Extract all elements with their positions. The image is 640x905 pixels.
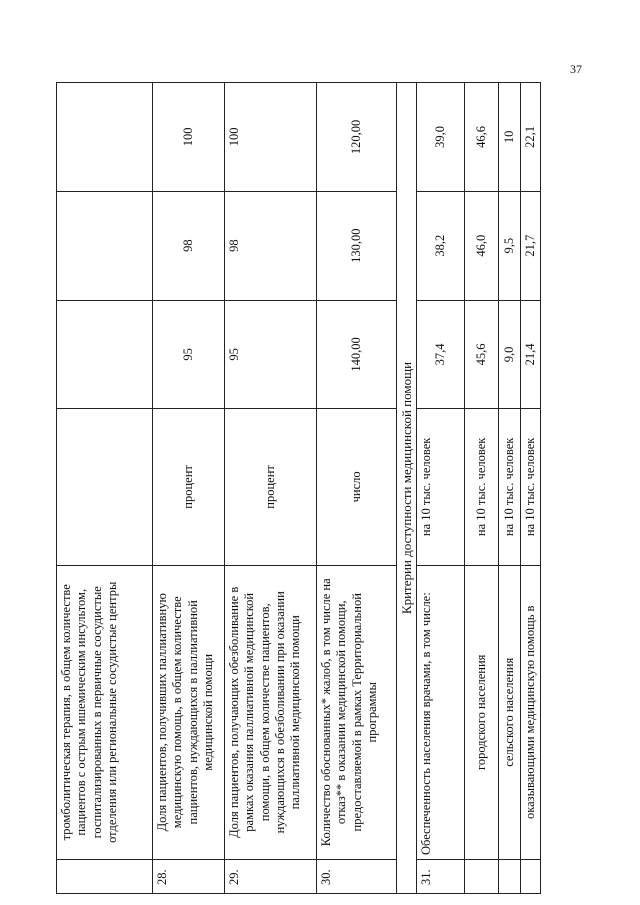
- value-2024: 38,2: [417, 191, 465, 300]
- section-title: Критерии доступности медицинской помощи: [397, 83, 417, 894]
- table-row: [521, 83, 541, 894]
- value-2024: 130,00: [317, 191, 397, 300]
- table-row: [153, 83, 225, 894]
- value-2025: 39,0: [417, 83, 465, 192]
- table-row: [465, 83, 499, 894]
- value-2024: 46,0: [465, 191, 499, 300]
- table-row: [225, 83, 317, 894]
- criteria-table: [56, 82, 541, 894]
- indicator-name: тромболитическая терапия, в общем количестве пациентов с острым ишемическим инсультом, госпитализированных в первичные сосудистые отделения или региональные сосудистые центры: [57, 565, 153, 859]
- row-number: 29.: [225, 860, 317, 894]
- unit-cell: на 10 тыс. человек: [499, 409, 521, 565]
- unit-cell: процент: [225, 409, 317, 565]
- value-2024: 98: [225, 191, 317, 300]
- value-2023: 45,6: [465, 300, 499, 409]
- table-row: [317, 83, 397, 894]
- value-2023: 37,4: [417, 300, 465, 409]
- row-number: [521, 860, 541, 894]
- value-2024: [57, 191, 153, 300]
- value-2025: 46,6: [465, 83, 499, 192]
- value-2025: [57, 83, 153, 192]
- value-2025: 120,00: [317, 83, 397, 192]
- indicator-name: оказывающими медицинскую помощь в: [521, 565, 541, 859]
- unit-cell: на 10 тыс. человек: [465, 409, 499, 565]
- value-2023: [57, 300, 153, 409]
- table-row: [57, 83, 153, 894]
- row-number: [465, 860, 499, 894]
- row-number: [499, 860, 521, 894]
- value-2024: 9,5: [499, 191, 521, 300]
- value-2025: 10: [499, 83, 521, 192]
- indicator-name: Обеспеченность населения врачами, в том числе:: [417, 565, 465, 859]
- value-2025: 22,1: [521, 83, 541, 192]
- section-row: [397, 83, 417, 894]
- indicator-name: Доля пациентов, получивших паллиативную медицинскую помощь, в общем количестве пациентов, нуждающихся в паллиативной медицинской помощи: [153, 565, 225, 859]
- value-2025: 100: [225, 83, 317, 192]
- value-2023: 95: [153, 300, 225, 409]
- row-number: [57, 860, 153, 894]
- indicator-name: Доля пациентов, получающих обезболивание в рамках оказания паллиативной медицинской помощи, в общем количестве пациентов, нуждающихся в обезболивании при оказании паллиативной медицинской помощи: [225, 565, 317, 859]
- page-number: 37: [570, 62, 582, 76]
- row-number: 31.: [417, 860, 465, 894]
- value-2023: 9,0: [499, 300, 521, 409]
- rotated-table-sheet: [56, 82, 540, 894]
- unit-cell: [57, 409, 153, 565]
- indicator-name: Количество обоснованных* жалоб, в том числе на отказ** в оказании медицинской помощи, предоставляемой в рамках Территориальной программы: [317, 565, 397, 859]
- value-2024: 98: [153, 191, 225, 300]
- indicator-name: сельского населения: [499, 565, 521, 859]
- table-row: [417, 83, 465, 894]
- row-number: 30.: [317, 860, 397, 894]
- value-2023: 95: [225, 300, 317, 409]
- value-2025: 100: [153, 83, 225, 192]
- unit-cell: число: [317, 409, 397, 565]
- table-row: [499, 83, 521, 894]
- unit-cell: на 10 тыс. человек: [521, 409, 541, 565]
- unit-cell: процент: [153, 409, 225, 565]
- unit-cell: на 10 тыс. человек: [417, 409, 465, 565]
- value-2023: 21,4: [521, 300, 541, 409]
- value-2024: 21,7: [521, 191, 541, 300]
- value-2023: 140,00: [317, 300, 397, 409]
- row-number: 28.: [153, 860, 225, 894]
- indicator-name: городского населения: [465, 565, 499, 859]
